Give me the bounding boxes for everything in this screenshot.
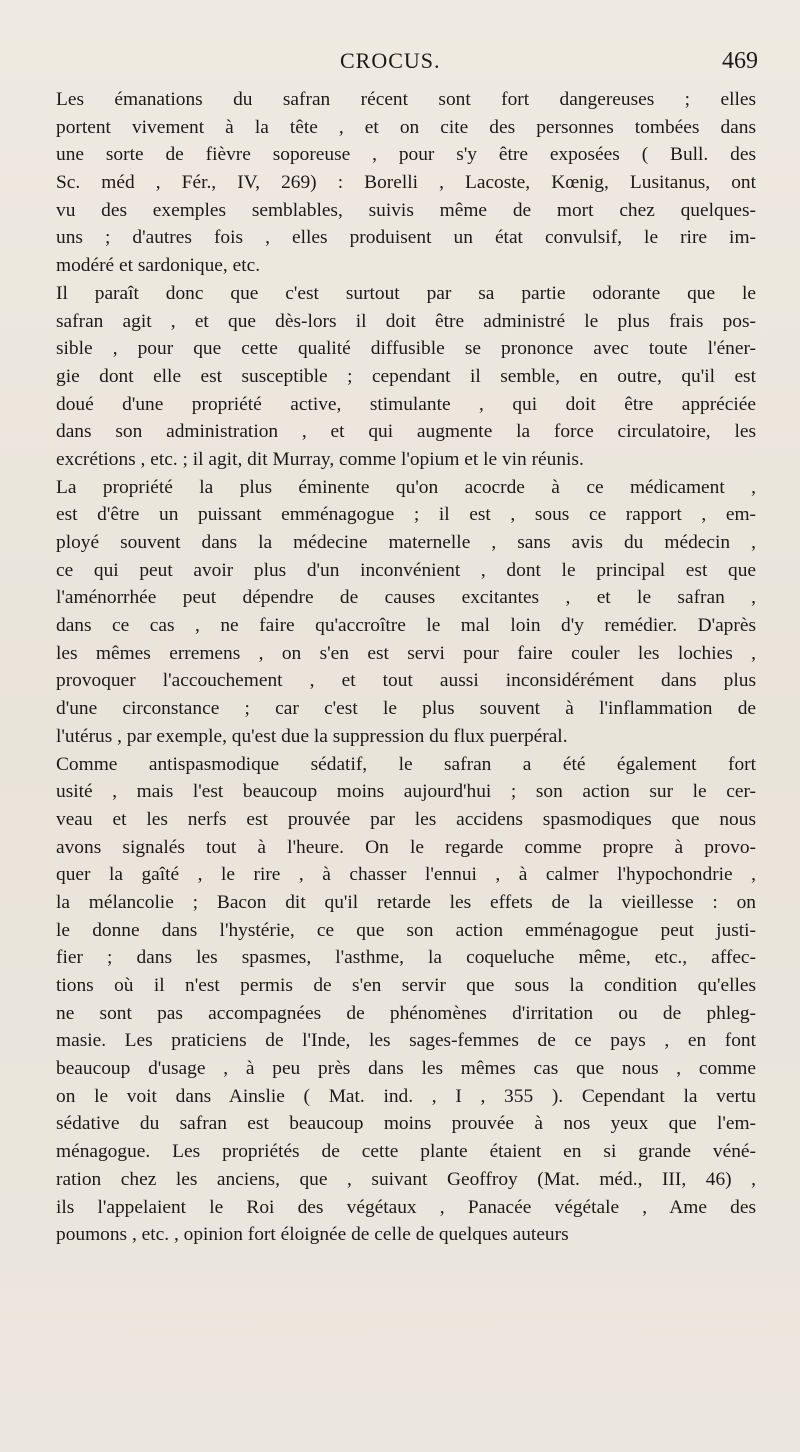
text-line: on le voit dans Ainslie ( Mat. ind. , I , 355 ). Cependant la vertu	[56, 1085, 756, 1107]
text-line: ployé souvent dans la médecine maternelle , sans avis du médecin ,	[56, 532, 756, 553]
text-line: doué d'une propriété active, stimulante , qui doit être appréciée	[56, 393, 756, 415]
text-line: dans ce cas , ne faire qu'accroître le mal loin d'y remédier. D'après	[56, 615, 756, 637]
text-line: ce qui peut avoir plus d'un inconvénient , dont le principal est que	[56, 559, 756, 581]
text-line: les mêmes erremens , on s'en est servi pour faire couler les lochies ,	[56, 642, 756, 664]
text-line: uns ; d'autres fois , elles produisent un état convulsif, le rire im-	[56, 227, 756, 249]
text-line: safran agit , et que dès-lors il doit être administré le plus frais pos-	[56, 310, 756, 332]
text-line: ration chez les anciens, que , suivant Geoffroy (Mat. méd., III, 46) ,	[56, 1168, 756, 1190]
text-line: sédative du safran est beaucoup moins prouvée à nos yeux que l'em-	[56, 1113, 756, 1135]
text-line: avons signalés tout à l'heure. On le regarde comme propre à provo-	[56, 836, 756, 858]
text-line: portent vivement à la tête , et on cite des personnes tombées dans	[56, 116, 756, 138]
text-line: provoquer l'accouchement , et tout aussi inconsidérément dans plus	[56, 670, 756, 692]
text-line: gie dont elle est susceptible ; cependant il semble, en outre, qu'il est	[56, 365, 756, 387]
text-line: ne sont pas accompagnées de phénomènes d'irritation ou de phleg-	[56, 1002, 756, 1024]
body-text	[56, 86, 756, 1249]
text-line: est d'être un puissant emménagogue ; il est , sous ce rapport , em-	[56, 504, 756, 526]
page-header	[0, 48, 800, 82]
text-line: fier ; dans les spasmes, l'asthme, la coqueluche même, etc., affec-	[56, 947, 756, 969]
text-line: dans son administration , et qui augmente la force circulatoire, les	[56, 421, 756, 443]
text-line: ménagogue. Les propriétés de cette plante étaient en si grande véné-	[56, 1141, 756, 1163]
text-line: beaucoup d'usage , à peu près dans les mêmes cas que nous , comme	[56, 1058, 756, 1080]
text-line: tions où il n'est permis de s'en servir que sous la condition qu'elles	[56, 975, 756, 996]
text-line: d'une circonstance ; car c'est le plus souvent à l'inflammation de	[56, 698, 756, 720]
text-line: l'aménorrhée peut dépendre de causes excitantes , et le safran ,	[56, 587, 756, 609]
text-line: poumons , etc. , opinion fort éloignée de celle de quelques auteurs	[56, 1224, 569, 1246]
text-line: excrétions , etc. ; il agit, dit Murray, comme l'opium et le vin réunis.	[56, 448, 584, 470]
text-line: le donne dans l'hystérie, ce que son action emménagogue peut justi-	[56, 919, 756, 941]
text-line: l'utérus , par exemple, qu'est due la suppression du flux puerpéral.	[56, 725, 568, 747]
text-line: la mélancolie ; Bacon dit qu'il retarde les effets de la vieillesse : on	[56, 891, 756, 913]
text-line: vu des exemples semblables, suivis même de mort chez quelques-	[56, 199, 756, 221]
text-line: veau et les nerfs est prouvée par les accidens spasmodiques que nous	[56, 808, 756, 830]
text-line: une sorte de fièvre soporeuse , pour s'y être exposées ( Bull. des	[56, 144, 756, 166]
text-line: usité , mais l'est beaucoup moins aujourd'hui ; son action sur le cer-	[56, 781, 756, 803]
text-line: sible , pour que cette qualité diffusible se prononce avec toute l'éner-	[56, 338, 756, 360]
text-line: La propriété la plus éminente qu'on acocrde à ce médicament ,	[56, 476, 756, 498]
text-line: Il paraît donc que c'est surtout par sa partie odorante que le	[56, 282, 756, 304]
text-line: Les émanations du safran récent sont fort dangereuses ; elles	[56, 89, 756, 110]
page-number: 469	[722, 48, 758, 74]
text-line: Comme antispasmodique sédatif, le safran a été également fort	[56, 753, 756, 775]
text-line: masie. Les praticiens de l'Inde, les sages-femmes de ce pays , en font	[56, 1030, 756, 1052]
text-line: quer la gaîté , le rire , à chasser l'ennui , à calmer l'hypochondrie ,	[56, 864, 756, 886]
text-line: Sc. méd , Fér., IV, 269) : Borelli , Lacoste, Kœnig, Lusitanus, ont	[56, 172, 756, 194]
text-line: modéré et sardonique, etc.	[56, 255, 261, 277]
text-line: ils l'appelaient le Roi des végétaux , Panacée végétale , Ame des	[56, 1196, 756, 1218]
running-title: CROCUS.	[340, 48, 441, 73]
